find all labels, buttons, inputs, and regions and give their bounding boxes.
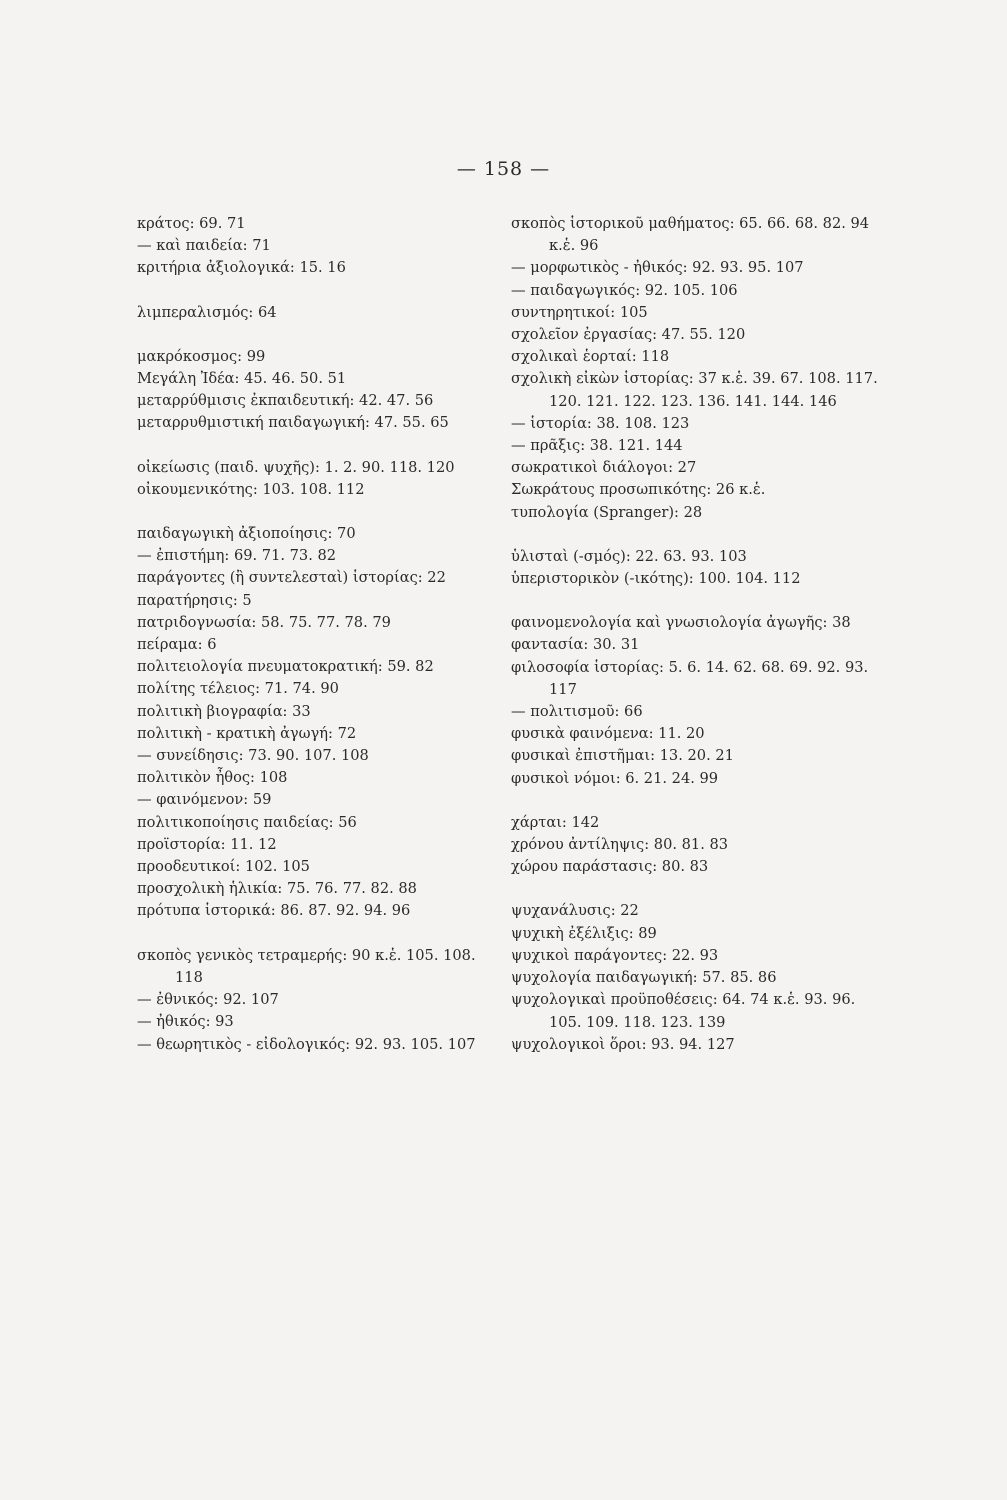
- index-entry: τυπολογία (Spranger): 28: [511, 503, 703, 521]
- index-entry: — ἱστορία: 38. 108. 123: [511, 414, 690, 432]
- index-entry: φυσικὰ φαινόμενα: 11. 20: [511, 725, 705, 743]
- letter-group-gap: [511, 878, 883, 900]
- index-entry: — συνείδησις: 73. 90. 107. 108: [137, 747, 369, 765]
- index-entry: πολιτικὴ - κρατικὴ ἀγωγή: 72: [137, 724, 357, 742]
- index-entry: οἰκείωσις (παιδ. ψυχῆς): 1. 2. 90. 118. 120: [137, 458, 455, 476]
- index-entry: Μεγάλη Ἰδέα: 45. 46. 50. 51: [137, 370, 347, 388]
- index-entry: φαινομενολογία καὶ γνωσιολογία ἀγωγῆς: 38: [511, 614, 851, 632]
- index-entry: — θεωρητικὸς - εἰδολογικός: 92. 93. 105. 107: [137, 1035, 476, 1053]
- index-entry: — πρᾶξις: 38. 121. 144: [511, 437, 683, 455]
- index-entry: προσχολικὴ ἡλικία: 75. 76. 77. 82. 88: [137, 880, 417, 898]
- index-column-left: [137, 213, 497, 1056]
- index-entry: σκοπὸς γενικὸς τετραμερής: 90 κ.ἑ. 105. 108. 118: [137, 946, 476, 986]
- index-entry: συντηρητικοί: 105: [511, 303, 648, 321]
- letter-group-gap: [511, 590, 883, 612]
- index-entry: ψυχικοὶ παράγοντες: 22. 93: [511, 946, 719, 964]
- index-entry: προοδευτικοί: 102. 105: [137, 858, 310, 876]
- index-entry: κριτήρια ἀξιολογικά: 15. 16: [137, 259, 346, 277]
- index-entry: σχολικαὶ ἑορταί: 118: [511, 348, 670, 366]
- index-entry: σχολικὴ εἰκὼν ἱστορίας: 37 κ.ἑ. 39. 67. 108. 117. 120. 121. 122. 123. 136. 141. 144. 146: [511, 370, 878, 410]
- letter-group-gap: [511, 524, 883, 546]
- index-entry: πατριδογνωσία: 58. 75. 77. 78. 79: [137, 613, 391, 631]
- index-entry: μεταρρύθμισις ἐκπαιδευτική: 42. 47. 56: [137, 392, 434, 410]
- index-entry: ψυχικὴ ἐξέλιξις: 89: [511, 924, 657, 942]
- letter-group-gap: [137, 923, 497, 945]
- index-entry: χώρου παράστασις: 80. 83: [511, 858, 709, 876]
- index-entry: φυσικαὶ ἐπιστῆμαι: 13. 20. 21: [511, 747, 734, 765]
- index-entry: οἰκουμενικότης: 103. 108. 112: [137, 480, 365, 498]
- index-entry: λιμπεραλισμός: 64: [137, 303, 277, 321]
- index-entry: φυσικοὶ νόμοι: 6. 21. 24. 99: [511, 769, 719, 787]
- index-entry: παιδαγωγικὴ ἀξιοποίησις: 70: [137, 525, 356, 543]
- index-entry: Σωκράτους προσωπικότης: 26 κ.ἑ.: [511, 481, 766, 499]
- index-entry: μακρόκοσμος: 99: [137, 347, 266, 365]
- index-entry: κράτος: 69. 71: [137, 215, 246, 232]
- index-entry: προϊστορία: 11. 12: [137, 835, 277, 853]
- index-entry: ψυχολογία παιδαγωγική: 57. 85. 86: [511, 969, 777, 987]
- index-entry: πολιτικὸν ἦθος: 108: [137, 769, 288, 787]
- index-entry: — καὶ παιδεία: 71: [137, 237, 271, 255]
- index-entry: — παιδαγωγικός: 92. 105. 106: [511, 281, 738, 299]
- letter-group-gap: [137, 324, 497, 346]
- index-entry: φιλοσοφία ἱστορίας: 5. 6. 14. 62. 68. 69. 92. 93. 117: [511, 658, 869, 698]
- page-number: — 158 —: [456, 158, 551, 180]
- index-entry: σωκρατικοὶ διάλογοι: 27: [511, 459, 697, 477]
- index-entry: μεταρρυθμιστική παιδαγωγική: 47. 55. 65: [137, 414, 449, 432]
- index-entry: ψυχολογικοὶ ὅροι: 93. 94. 127: [511, 1035, 735, 1053]
- letter-group-gap: [137, 501, 497, 523]
- index-entry: πολιτικὴ βιογραφία: 33: [137, 702, 311, 720]
- index-entry: σκοπὸς ἱστορικοῦ μαθήματος: 65. 66. 68. 82. 94 κ.ἑ. 96: [511, 215, 870, 255]
- index-entry: — ἠθικός: 93: [137, 1013, 234, 1031]
- index-entry: πολίτης τέλειος: 71. 74. 90: [137, 680, 339, 698]
- index-entry: χάρται: 142: [511, 813, 600, 831]
- index-entry: χρόνου ἀντίληψις: 80. 81. 83: [511, 836, 729, 854]
- index-entry: πείραμα: 6: [137, 636, 217, 654]
- index-entry: ψυχολογικαὶ προϋποθέσεις: 64. 74 κ.ἑ. 93. 96. 105. 109. 118. 123. 139: [511, 991, 856, 1031]
- index-entry: — πολιτισμοῦ: 66: [511, 703, 643, 721]
- index-entry: σχολεῖον ἐργασίας: 47. 55. 120: [511, 326, 746, 344]
- index-entry: — ἐπιστήμη: 69. 71. 73. 82: [137, 547, 337, 565]
- index-entry: — ἐθνικός: 92. 107: [137, 991, 279, 1009]
- index-entry: ψυχανάλυσις: 22: [511, 902, 639, 920]
- letter-group-gap: [511, 790, 883, 812]
- index-entry: ὑπεριστορικὸν (-ικότης): 100. 104. 112: [511, 570, 801, 588]
- index-column-right: [511, 213, 883, 1056]
- index-entry: παράγοντες (ἢ συντελεσταὶ) ἱστορίας: 22: [137, 569, 446, 587]
- index-entry: παρατήρησις: 5: [137, 591, 252, 609]
- index-entry: ὑλισταὶ (-σμός): 22. 63. 93. 103: [511, 547, 747, 565]
- index-entry: — φαινόμενον: 59: [137, 791, 272, 809]
- letter-group-gap: [137, 280, 497, 302]
- index-entry: — μορφωτικὸς - ἠθικός: 92. 93. 95. 107: [511, 259, 804, 277]
- index-entry: πολιτειολογία πνευματοκρατική: 59. 82: [137, 658, 434, 676]
- index-entry: φαντασία: 30. 31: [511, 636, 640, 654]
- letter-group-gap: [137, 435, 497, 457]
- index-entry: πολιτικοποίησις παιδείας: 56: [137, 813, 357, 831]
- index-entry: πρότυπα ἱστορικά: 86. 87. 92. 94. 96: [137, 902, 411, 920]
